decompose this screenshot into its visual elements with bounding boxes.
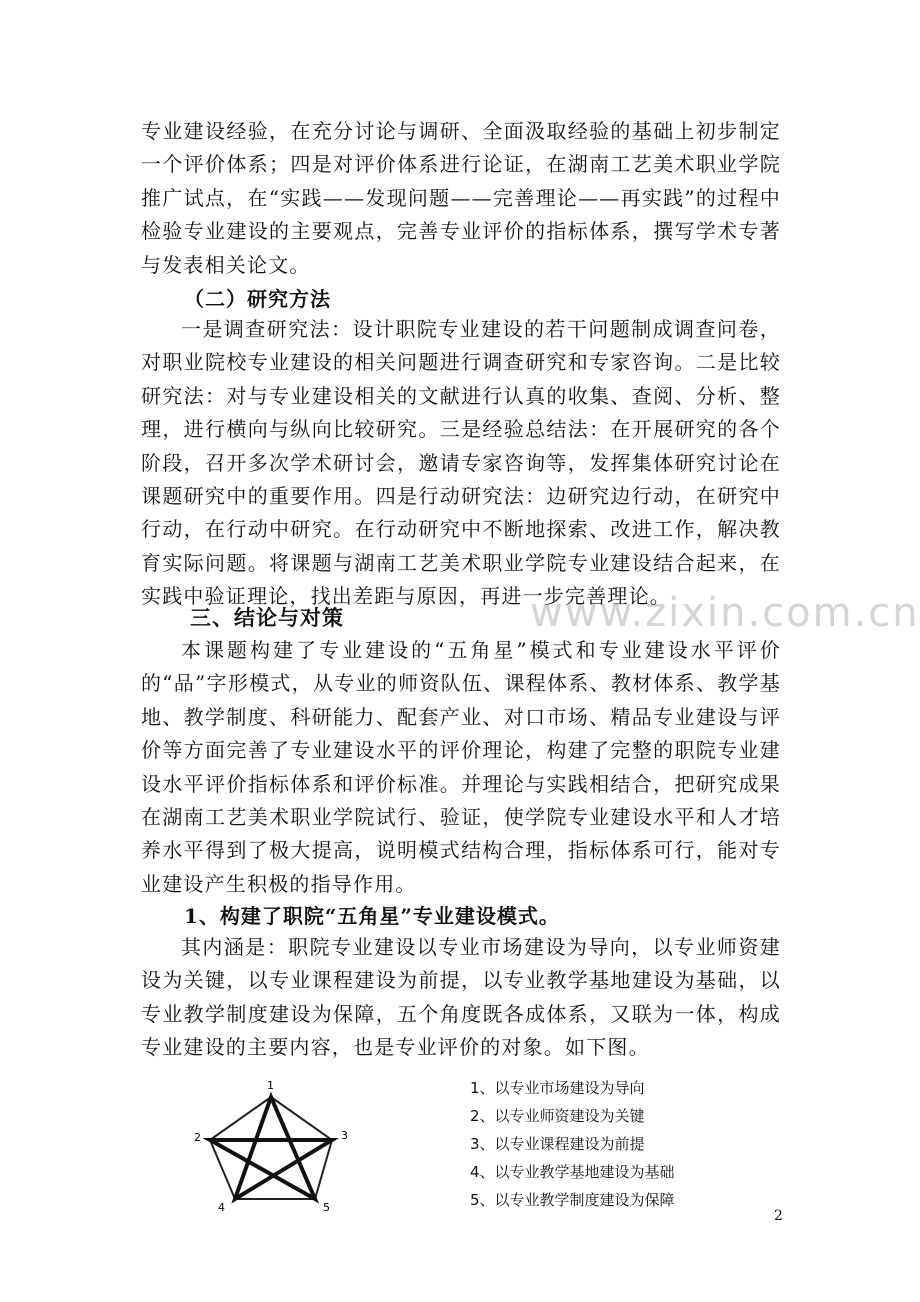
watermark: www.zixin.com.cn [530,590,920,636]
paragraph-conclusions: 本课题构建了专业建设的“五角星”模式和专业建设水平评价的“品”字形模式，从专业的师资队伍、课程体系、教材体系、教学基地、教学制度、科研能力、配套产业、对口市场、精品专业建设与评价等方面完善了专业建设水平的评价理论，构建了完整的职院专业建设水平评价指标体系和评价标准。并理论与实践相结合，把研究成果在湖南工艺美术职业学院试行、验证，使学院专业建设水平和人才培养水平得到了极大提高，说明模式结构合理，指标体系可行，能对专业建设产生积极的指导作用。 [141,638,781,896]
paragraph-five-star-model: 其内涵是：职院专业建设以专业市场建设为导向，以专业师资建设为关键，以专业课程建设为前提，以专业教学基地建设为基础，以专业教学制度建设为保障，五个角度既各成体系，又联为一体，构成专业建设的主要内容，也是专业评价的对象。如下图。 [141,935,781,1060]
legend-item: 2、以专业师资建设为关键 [470,1107,645,1125]
vertex-label-5: 5 [323,1201,330,1214]
paragraph-method-steps: 专业建设经验，在充分讨论与调研、全面汲取经验的基础上初步制定一个评价体系；四是对评价体系进行论证，在湖南工艺美术职业学院推广试点，在“实践——发现问题——完善理论——再实践”的过程中检验专业建设的主要观点，完善专业评价的指标体系，撰写学术专著与发表相关论文。 [141,119,781,277]
vertex-label-3: 3 [341,1129,348,1142]
heading-research-methods: （二）研究方法 [184,287,331,311]
paragraph-research-methods: 一是调查研究法：设计职院专业建设的若干问题制成调查问卷，对职业院校专业建设的相关问题进行调查研究和专家咨询。二是比较研究法：对与专业建设相关的文献进行认真的收集、查阅、分析、整理，进行横向与纵向比较研究。三是经验总结法：在开展研究的各个阶段，召开多次学术研讨会，邀请专家咨询等，发挥集体研究讨论在课题研究中的重要作用。四是行动研究法：边研究边行动，在研究中行动，在行动中研究。在行动研究中不断地探索、改进工作，解决教育实际问题。将课题与湖南工艺美术职业学院专业建设结合起来，在实践中验证理论，找出差距与原因，再进一步完善理论。 [141,317,781,609]
legend-item: 3、以专业课程建设为前提 [470,1135,645,1153]
diagram-legend [470,1074,675,1214]
legend-item: 5、以专业教学制度建设为保障 [470,1191,675,1209]
heading-conclusions: 三、结论与对策 [190,605,344,630]
five-star-diagram [180,1075,370,1220]
page-number: 2 [774,1208,783,1224]
legend-item: 1、以专业市场建设为导向 [470,1079,645,1097]
vertex-label-2: 2 [194,1131,201,1144]
vertex-label-1: 1 [267,1079,274,1092]
vertex-label-4: 4 [218,1201,225,1214]
legend-item: 4、以专业教学基地建设为基础 [470,1163,675,1181]
heading-five-star-model: 1、构建了职院“五角星”专业建设模式。 [184,904,560,928]
